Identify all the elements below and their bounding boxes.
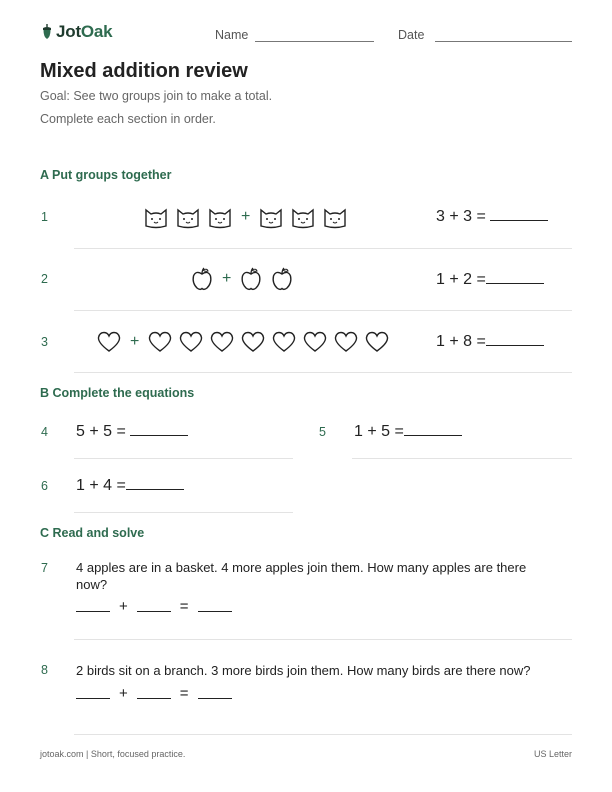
row-divider [74,734,572,735]
cat-face-icon [258,205,284,229]
footer-left: jotoak.com | Short, focused practice. [40,749,186,759]
plus-sign: + [119,598,128,615]
equation-2-text: 1 + 2 = [436,271,486,288]
sum-blank[interactable] [198,697,232,699]
addend-blank[interactable] [76,610,110,612]
question-number-6: 6 [41,479,48,493]
row-divider [74,639,572,640]
heart-icon [240,330,266,354]
brand-name [56,22,112,42]
section-c-heading: C Read and solve [40,526,145,540]
cat-face-icon [290,205,316,229]
heart-icon [364,330,390,354]
answer-blank-1[interactable] [490,219,548,221]
answer-blank-2[interactable] [486,282,544,284]
question-number-5: 5 [319,425,326,439]
picture-group-3 [96,329,390,355]
question-number-7: 7 [41,561,48,575]
row-divider [352,458,572,459]
brand-jot: Jot [56,22,81,41]
brand-logo [42,22,112,42]
question-number-3: 3 [41,335,48,349]
heart-icon [302,330,328,354]
brand-oak: Oak [80,22,113,41]
name-field-line[interactable] [255,41,374,42]
answer-blank-6[interactable] [126,488,184,490]
plus-sign: + [119,685,128,702]
acorn-icon [42,24,52,40]
cat-face-icon [207,205,233,229]
equation-1 [436,208,548,226]
heart-icon [96,330,122,354]
equation-3 [436,333,544,351]
equals-sign: = [179,685,189,702]
answer-blank-5[interactable] [404,434,462,436]
equation-4 [76,423,188,441]
date-label: Date [398,28,425,42]
question-number-8: 8 [41,663,48,677]
picture-group-1 [143,204,348,230]
heart-icon [333,330,359,354]
picture-group-2 [190,266,294,292]
addend-blank[interactable] [137,610,171,612]
answer-sentence-7 [76,598,232,615]
apple-icon [190,266,214,292]
name-label: Name [215,28,249,42]
equation-5 [354,423,462,441]
sum-blank[interactable] [198,610,232,612]
equation-1-text: 3 + 3 = [436,208,486,225]
row-divider [74,512,293,513]
section-a-heading: A Put groups together [40,168,172,182]
equation-6-text: 1 + 4 = [76,477,126,494]
heart-icon [209,330,235,354]
word-problem-8: 2 birds sit on a branch. 3 more birds join them. How many birds are there now? [76,663,531,678]
cat-face-icon [322,205,348,229]
heart-icon [147,330,173,354]
addend-blank[interactable] [137,697,171,699]
equation-3-text: 1 + 8 = [436,333,486,350]
question-number-1: 1 [41,210,48,224]
page-title: Mixed addition review [40,60,248,82]
goal-text: Goal: See two groups join to make a total. [40,89,273,103]
equation-6 [76,477,184,495]
plus-sign: + [130,333,140,350]
equals-sign: = [179,598,189,615]
answer-sentence-8 [76,685,232,702]
plus-sign: + [222,270,232,287]
word-problem-7: 4 apples are in a basket. 4 more apples join them. How many apples are there now? [76,560,527,592]
section-b-heading: B Complete the equations [40,386,195,400]
row-divider [74,310,572,311]
answer-blank-3[interactable] [486,344,544,346]
heart-icon [178,330,204,354]
apple-icon [270,266,294,292]
equation-5-text: 1 + 5 = [354,423,404,440]
row-divider [74,458,293,459]
row-divider [74,248,572,249]
heart-icon [271,330,297,354]
answer-blank-4[interactable] [130,434,188,436]
date-field-line[interactable] [435,41,572,42]
cat-face-icon [143,205,169,229]
question-number-4: 4 [41,425,48,439]
equation-2 [436,271,544,289]
instructions-text: Complete each section in order. [40,112,216,126]
question-number-2: 2 [41,272,48,286]
cat-face-icon [175,205,201,229]
equation-4-text: 5 + 5 = [76,423,126,440]
row-divider [74,372,572,373]
apple-icon [239,266,263,292]
plus-sign: + [241,208,251,225]
addend-blank[interactable] [76,697,110,699]
footer-right: US Letter [533,749,572,759]
